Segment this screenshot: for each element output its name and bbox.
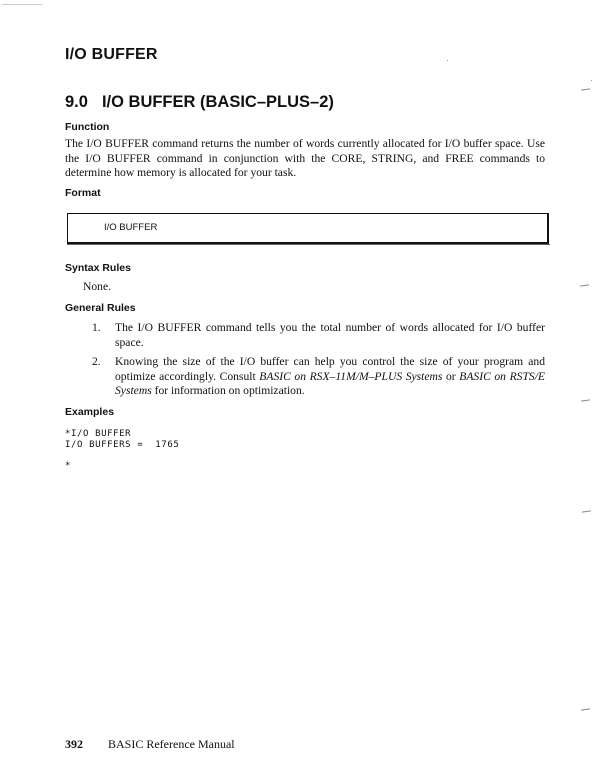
reference-rsts: BASIC on RSTS/E Systems (115, 369, 545, 397)
rule-2-text-after: for information on optimization. (151, 384, 305, 397)
rule-2-text-mid: or (442, 369, 460, 383)
rule-1-text: The I/O BUFFER command tells you the total number of words allocated for I/O buffer space. (115, 321, 545, 349)
scan-artifact (580, 284, 589, 286)
function-heading: Function (65, 121, 110, 133)
rule-1-number: 1. (92, 321, 101, 334)
rule-2-text-before: Knowing the size of the I/O buffer can help you control the size of your program and optimize accordingly. Consult (115, 355, 545, 383)
scan-artifact (581, 399, 590, 401)
examples-heading: Examples (65, 406, 115, 418)
page-number: 392 (65, 737, 83, 751)
rule-2-number: 2. (92, 355, 101, 368)
example-line: * (65, 461, 72, 471)
syntax-rules-heading: Syntax Rules (65, 262, 131, 274)
general-rules-heading: General Rules (65, 302, 136, 314)
scan-artifact (2, 4, 42, 5)
rule-2-text (115, 355, 545, 399)
format-box (67, 213, 549, 244)
manual-title: BASIC Reference Manual (108, 737, 235, 751)
format-syntax: I/O BUFFER (104, 222, 158, 233)
scan-artifact (582, 510, 591, 512)
section-number: 9.0 (65, 93, 88, 111)
format-underline (67, 244, 550, 245)
reference-rsx: BASIC on RSX–11M/M–PLUS Systems (259, 369, 443, 383)
example-line: I/O BUFFERS = 1765 (65, 440, 180, 450)
scan-artifact (581, 88, 590, 90)
scan-artifact (581, 708, 590, 710)
format-heading: Format (65, 187, 101, 199)
scan-artifact (447, 60, 448, 61)
section-title (65, 93, 334, 112)
section-title-text: I/O BUFFER (BASIC–PLUS–2) (101, 93, 334, 111)
running-head: I/O BUFFER (65, 46, 158, 63)
example-line: *I/O BUFFER (65, 429, 132, 439)
scan-artifact (591, 80, 592, 81)
syntax-rules-text: None. (83, 280, 112, 293)
function-text: The I/O BUFFER command returns the number of words currently allocated for I/O buffer space. Use the I/O BUFFER command in conjunction with the CORE, STRING, and FREE commands to determine how memory is allocated for your task. (65, 137, 545, 179)
